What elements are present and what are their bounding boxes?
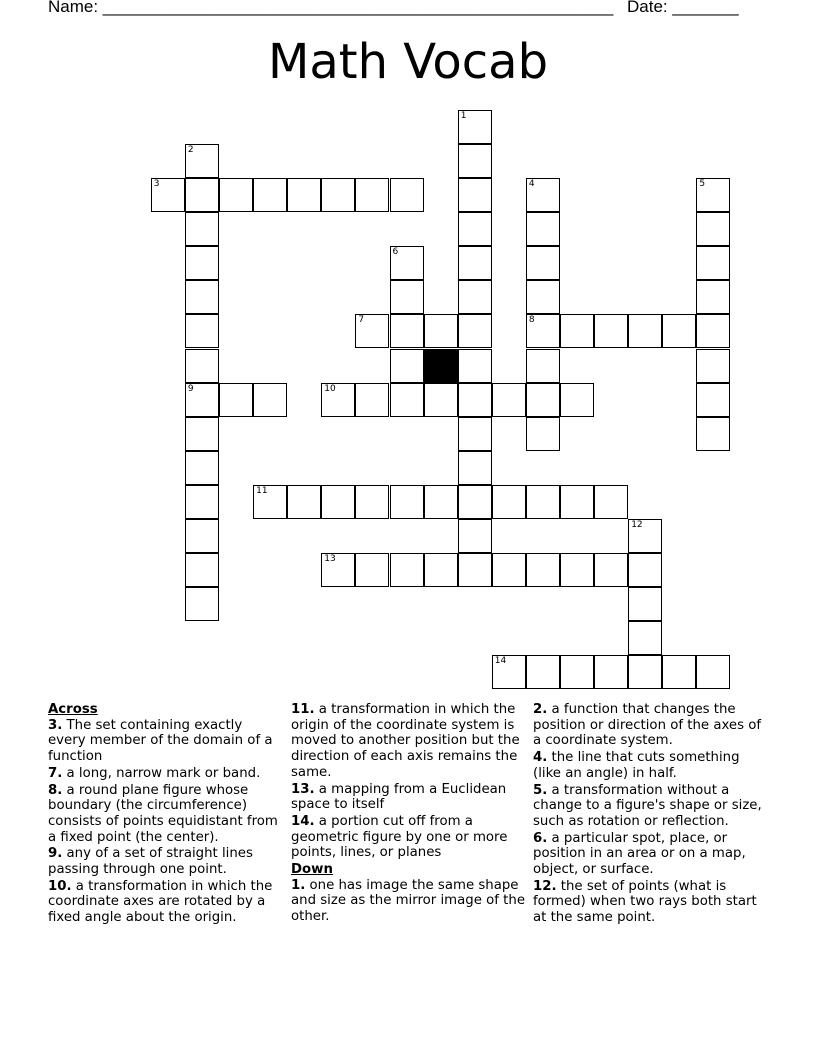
clue-item-text: a long, narrow mark or band. (62, 765, 261, 781)
crossword-cell[interactable] (696, 280, 730, 314)
crossword-cell[interactable] (321, 383, 355, 417)
crossword-cell[interactable] (151, 178, 185, 212)
name-field-label: Name: ______________________________________________________ (48, 0, 614, 16)
crossword-cell[interactable] (390, 178, 424, 212)
clue-item-number: 2. (533, 702, 548, 717)
clue-item-text: one has image the same shape and size as the mirror image of the other. (291, 877, 525, 925)
down-heading: Down (291, 862, 333, 878)
clue-item-number: 14. (291, 813, 315, 829)
crossword-cell[interactable] (458, 110, 492, 144)
clue-number: 9 (187, 383, 194, 394)
crossword-cell[interactable] (526, 246, 560, 280)
clues-column-1 (48, 702, 283, 927)
page-title: Math Vocab (267, 34, 549, 90)
crossword-cell[interactable] (185, 587, 219, 621)
crossword-cell[interactable] (458, 383, 492, 417)
crossword-cell[interactable] (560, 655, 594, 689)
crossword-cell[interactable] (662, 655, 696, 689)
crossword-cell[interactable] (560, 383, 594, 417)
crossword-cell[interactable] (185, 553, 219, 587)
crossword-cell[interactable] (526, 280, 560, 314)
clue-number: 3 (153, 179, 160, 189)
crossword-cell[interactable] (696, 246, 730, 280)
crossword-cell[interactable] (492, 485, 526, 519)
clue-item (533, 831, 768, 878)
clue-number: 14 (494, 656, 507, 667)
crossword-cell[interactable] (458, 314, 492, 348)
crossword-cell[interactable] (594, 314, 628, 348)
clue-item-text: the set of points (what is formed) when two rays both start at the same point. (533, 878, 757, 926)
clue-item-number: 3. (48, 717, 63, 733)
clue-number: 8 (528, 315, 535, 326)
clue-item-text: a transformation in which the origin of the coordinate system is moved to another position but the direction of each axis remains the same. (291, 702, 520, 780)
clue-item-number: 12. (533, 878, 557, 894)
crossword-cell[interactable] (458, 178, 492, 212)
crossword-cell[interactable] (253, 383, 287, 417)
crossword-cell[interactable] (696, 349, 730, 383)
crossword-cell[interactable] (219, 178, 253, 212)
clue-item-number: 9. (48, 846, 63, 862)
crossword-cell[interactable] (390, 280, 424, 314)
clue-item-text: a transformation in which the coordinate axes are rotated by a fixed angle about the origin. (48, 878, 273, 926)
crossword-cell[interactable] (628, 553, 662, 587)
crossword-cell[interactable] (287, 485, 321, 519)
crossword-cell[interactable] (458, 144, 492, 178)
crossword-cell[interactable] (355, 383, 389, 417)
crossword-cell[interactable] (526, 655, 560, 689)
crossword-cell[interactable] (526, 314, 560, 348)
crossword-cell[interactable] (253, 178, 287, 212)
crossword-cell[interactable] (458, 246, 492, 280)
clue-item-number: 10. (48, 878, 72, 894)
crossword-cell[interactable] (594, 485, 628, 519)
clue-item (291, 782, 526, 813)
crossword-cell[interactable] (287, 178, 321, 212)
clue-item-number: 5. (533, 782, 548, 798)
clue-item-number: 6. (533, 830, 548, 846)
crossword-cell[interactable] (696, 178, 730, 212)
clue-item (533, 750, 768, 781)
crossword-cell[interactable] (526, 212, 560, 246)
crossword-cell[interactable] (458, 553, 492, 587)
crossword-cell[interactable] (390, 314, 424, 348)
clue-item (291, 878, 526, 925)
clue-item (48, 879, 283, 926)
clue-item-number: 7. (48, 765, 63, 781)
date-field-label: Date: _______ (627, 0, 739, 16)
crossword-cell[interactable] (458, 485, 492, 519)
crossword-cell[interactable] (390, 246, 424, 280)
crossword-cell[interactable] (492, 553, 526, 587)
crossword-cell[interactable] (526, 349, 560, 383)
crossword-cell[interactable] (594, 655, 628, 689)
down-clue-list-continued (533, 702, 768, 926)
crossword-cell[interactable] (390, 383, 424, 417)
across-clue-list-continued (291, 702, 526, 861)
clue-number: 7 (358, 315, 365, 326)
crossword-cell[interactable] (185, 417, 219, 451)
crossword-cell[interactable] (662, 314, 696, 348)
crossword-cell[interactable] (185, 519, 219, 553)
crossword-cell[interactable] (526, 417, 560, 451)
crossword-cell[interactable] (458, 212, 492, 246)
clue-item-number: 1. (291, 877, 306, 893)
crossword-cell[interactable] (696, 314, 730, 348)
crossword-cell[interactable] (390, 485, 424, 519)
crossword-cell[interactable] (458, 451, 492, 485)
clue-item-number: 4. (533, 750, 548, 766)
clue-item-text: a portion cut off from a geometric figure by one or more points, lines, or planes (291, 813, 508, 861)
crossword-cell[interactable] (560, 314, 594, 348)
crossword-cell[interactable] (526, 178, 560, 212)
crossword-cell[interactable] (526, 383, 560, 417)
clue-item-text: The set containing exactly every member of the domain of a function (48, 717, 273, 765)
clue-number: 12 (631, 520, 643, 530)
clues-column-3 (533, 702, 768, 927)
crossword-cell[interactable] (492, 655, 526, 689)
crossword-cell[interactable] (185, 178, 219, 212)
clue-item (48, 766, 283, 782)
crossword-cell[interactable] (696, 655, 730, 689)
crossword-cell[interactable] (185, 144, 219, 178)
crossword-cell[interactable] (321, 178, 355, 212)
crossword-cell[interactable] (526, 553, 560, 587)
clue-number: 1 (460, 110, 467, 121)
crossword-cell[interactable] (185, 212, 219, 246)
clue-number: 5 (699, 179, 706, 189)
clue-item (48, 783, 283, 846)
crossword-cell[interactable] (424, 314, 458, 348)
clue-item (291, 702, 526, 781)
clues-column-2 (291, 702, 526, 926)
crossword-cell[interactable] (185, 314, 219, 348)
crossword-cell[interactable] (628, 587, 662, 621)
crossword-cell[interactable] (628, 621, 662, 655)
crossword-cell[interactable] (560, 553, 594, 587)
crossword-cell[interactable] (355, 553, 389, 587)
clue-number: 10 (324, 383, 336, 394)
clue-item-text: the line that cuts something (like an angle) in half. (533, 750, 740, 781)
crossword-cell[interactable] (185, 280, 219, 314)
crossword-cell[interactable] (185, 451, 219, 485)
crossword-cell[interactable] (458, 349, 492, 383)
clue-number: 4 (528, 179, 535, 189)
crossword-cell[interactable] (560, 485, 594, 519)
crossword-cell[interactable] (355, 314, 389, 348)
clue-item-text: any of a set of straight lines passing through one point. (48, 846, 253, 878)
clue-item-text: a function that changes the position or direction of the axes of a coordinate system. (533, 702, 762, 749)
across-heading: Across (48, 702, 98, 717)
crossword-cell[interactable] (628, 519, 662, 553)
clue-number: 11 (256, 485, 268, 496)
crossword-cell[interactable] (185, 485, 219, 519)
crossword-cell[interactable] (219, 383, 253, 417)
across-clue-list (48, 718, 283, 926)
clue-item (533, 879, 768, 926)
crossword-cell[interactable] (458, 280, 492, 314)
crossword-cell[interactable] (424, 383, 458, 417)
down-clue-list (291, 878, 526, 925)
crossword-cell[interactable] (253, 485, 287, 519)
clue-item (291, 814, 526, 861)
clue-number: 6 (392, 247, 399, 258)
crossword-cell[interactable] (355, 485, 389, 519)
crossword-cell[interactable] (390, 349, 424, 383)
crossword-block-cell (424, 349, 458, 383)
clue-number: 13 (324, 554, 336, 565)
clue-item (533, 783, 768, 830)
clue-item-text: a transformation without a change to a figure's shape or size, such as rotation or reflection. (533, 782, 762, 829)
crossword-cell[interactable] (321, 553, 355, 587)
crossword-cell[interactable] (696, 212, 730, 246)
crossword-cell[interactable] (492, 383, 526, 417)
clue-item-text: a particular spot, place, or position in an area or on a map, object, or surface. (533, 830, 746, 878)
clue-item (533, 702, 768, 749)
clue-item (48, 718, 283, 765)
crossword-cell[interactable] (526, 485, 560, 519)
crossword-cell[interactable] (185, 246, 219, 280)
crossword-cell[interactable] (321, 485, 355, 519)
crossword-cell[interactable] (696, 417, 730, 451)
clue-item-text: a round plane figure whose boundary (the circumference) consists of points equidistant from a fixed point (the center). (48, 782, 278, 845)
crossword-cell[interactable] (628, 655, 662, 689)
crossword-cell[interactable] (355, 178, 389, 212)
clue-number: 2 (187, 144, 194, 155)
crossword-cell[interactable] (594, 553, 628, 587)
clue-item-text: a mapping from a Euclidean space to itself (291, 781, 507, 813)
crossword-cell[interactable] (185, 383, 219, 417)
clue-item (48, 846, 283, 877)
crossword-cell[interactable] (424, 553, 458, 587)
crossword-cell[interactable] (458, 417, 492, 451)
crossword-cell[interactable] (390, 553, 424, 587)
crossword-cell[interactable] (185, 349, 219, 383)
clue-item-number: 11. (291, 702, 315, 717)
crossword-cell[interactable] (458, 519, 492, 553)
crossword-cell[interactable] (628, 314, 662, 348)
clue-item-number: 8. (48, 782, 63, 798)
clue-item-number: 13. (291, 781, 315, 797)
crossword-cell[interactable] (696, 383, 730, 417)
crossword-cell[interactable] (424, 485, 458, 519)
